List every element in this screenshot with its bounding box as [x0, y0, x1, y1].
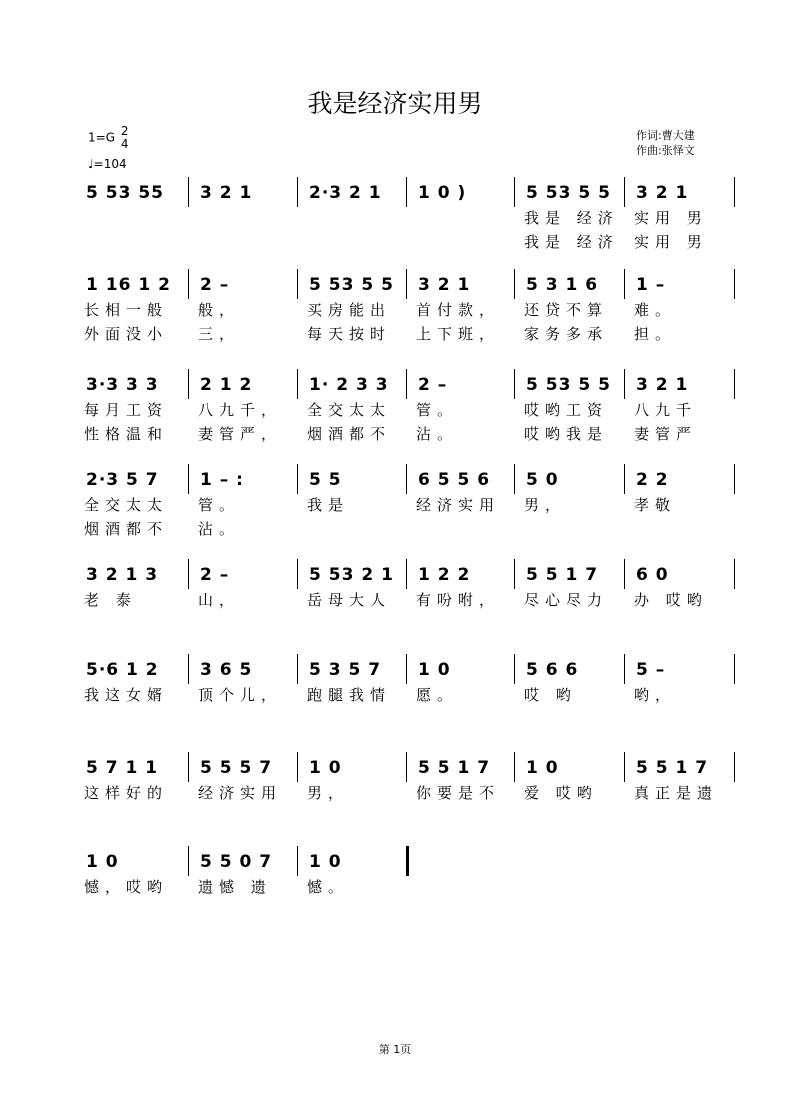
measure: 1 0: [526, 758, 559, 778]
lyric: 沾。: [416, 425, 459, 443]
lyric: 烟酒都不: [84, 520, 169, 538]
lyric: 经济实用: [416, 496, 501, 514]
lyric: 我是 经济: [524, 233, 619, 251]
measure: 6 5 5 6: [418, 470, 491, 490]
lyrics-verse-2: [84, 900, 739, 924]
lyric: 八九千: [634, 401, 698, 419]
bar-line: [406, 559, 407, 589]
lyrics-verse-1: [84, 876, 739, 900]
bar-line: [188, 369, 189, 399]
lyric: 难。: [634, 301, 677, 319]
bar-line: [734, 464, 735, 494]
measure: 2 –: [418, 375, 448, 395]
measure: 5 5 5 7: [200, 758, 273, 778]
lyric: 真正是遗: [634, 784, 719, 802]
page-number: 第 1页: [378, 1043, 412, 1056]
measure: 3 2 1 3: [86, 565, 159, 585]
tempo-value: =104: [93, 157, 127, 171]
notes-line: [84, 470, 739, 494]
lyric: 全交太太: [307, 401, 392, 419]
bar-line: [514, 464, 515, 494]
lyrics-verse-2: [84, 323, 739, 347]
lyric: 外面没小: [84, 325, 169, 343]
measure: 3·3 3 3: [86, 375, 159, 395]
bar-line: [514, 177, 515, 207]
bar-line: [734, 654, 735, 684]
lyrics-verse-1: [84, 399, 739, 423]
bar-line: [624, 269, 625, 299]
measure: 5 0: [526, 470, 559, 490]
composer: 作曲:张怿文: [636, 144, 695, 157]
notes-line: [84, 852, 739, 876]
lyric: 担。: [634, 325, 677, 343]
lyric: 哎哟工资: [524, 401, 609, 419]
measure: 5 5 1 7: [636, 758, 709, 778]
measure: 1 0: [309, 758, 342, 778]
measure: 1 0 ): [418, 183, 467, 203]
lyric: 三，: [198, 325, 241, 343]
score-row: [84, 565, 739, 637]
measure: 2 2: [636, 470, 669, 490]
lyric: 妻管严，: [198, 425, 283, 443]
quarter-note-icon: ♩: [88, 157, 94, 171]
measure: 3 2 1: [200, 183, 253, 203]
key-label: 1=G: [88, 130, 115, 145]
lyric: 经济实用: [198, 784, 283, 802]
lyric: 老 泰: [84, 591, 137, 609]
score-row: [84, 470, 739, 542]
bar-line: [188, 177, 189, 207]
lyrics-verse-1: [84, 494, 739, 518]
measure: 2 1 2: [200, 375, 253, 395]
lyric: 办 哎哟: [634, 591, 708, 609]
lyric: 上下班，: [416, 325, 501, 343]
score-row: [84, 758, 739, 830]
lyricist: 作词:曹大建: [636, 129, 695, 142]
bar-line: [188, 846, 189, 876]
score-row: [84, 275, 739, 347]
bar-line: [188, 269, 189, 299]
measure: 1 2 2: [418, 565, 471, 585]
notes-line: [84, 758, 739, 782]
time-denominator: 4: [120, 137, 129, 151]
notes-line: [84, 660, 739, 684]
lyric: 有吩咐，: [416, 591, 501, 609]
measure: 3 2 1: [636, 375, 689, 395]
bar-line: [624, 654, 625, 684]
bar-line: [297, 654, 298, 684]
bar-line: [297, 559, 298, 589]
measure: 3 2 1: [418, 275, 471, 295]
lyric: 我是 经济: [524, 209, 619, 227]
bar-line: [406, 752, 407, 782]
bar-line: [297, 177, 298, 207]
lyric: 这样好的: [84, 784, 169, 802]
lyrics-verse-1: [84, 207, 739, 231]
tempo-marking: [88, 157, 127, 171]
bar-line: [188, 464, 189, 494]
lyric: 般，: [198, 301, 241, 319]
measure: 5 53 55: [86, 183, 164, 203]
measure: 5 5: [309, 470, 342, 490]
lyric: 憾，哎哟: [84, 878, 169, 896]
lyric: 实用 男: [634, 233, 708, 251]
lyric: 我是: [307, 496, 350, 514]
lyrics-verse-1: [84, 299, 739, 323]
lyric: 跑腿我情: [307, 686, 392, 704]
lyric: 岳母大人: [307, 591, 392, 609]
bar-line: [734, 177, 735, 207]
bar-line: [514, 654, 515, 684]
bar-line: [297, 369, 298, 399]
lyric: 哎 哟: [524, 686, 577, 704]
measure: 5 5 1 7: [418, 758, 491, 778]
measure: 5·6 1 2: [86, 660, 159, 680]
bar-line: [406, 654, 407, 684]
bar-line: [624, 464, 625, 494]
measure: 1 0: [418, 660, 451, 680]
bar-line: [514, 559, 515, 589]
bar-line: [514, 752, 515, 782]
time-signature: [121, 125, 129, 151]
lyric: 山，: [198, 591, 241, 609]
lyric: 顶个儿，: [198, 686, 283, 704]
lyrics-verse-2: [84, 708, 739, 732]
lyrics-verse-1: [84, 589, 739, 613]
lyric: 尽心尽力: [524, 591, 609, 609]
bar-line: [406, 464, 407, 494]
measure: 2 –: [200, 565, 230, 585]
bar-line: [624, 369, 625, 399]
time-numerator: 2: [120, 124, 129, 138]
lyric: 管。: [416, 401, 459, 419]
bar-line: [734, 369, 735, 399]
bar-line: [406, 846, 409, 876]
measure: 5 –: [636, 660, 666, 680]
lyric: 八九千，: [198, 401, 283, 419]
bar-line: [297, 752, 298, 782]
bar-line: [188, 752, 189, 782]
notes-line: [84, 375, 739, 399]
notes-line: [84, 565, 739, 589]
measure: 3 2 1: [636, 183, 689, 203]
bar-line: [514, 269, 515, 299]
bar-line: [734, 269, 735, 299]
score-row: [84, 375, 739, 447]
lyric: 全交太太: [84, 496, 169, 514]
lyric: 烟酒都不: [307, 425, 392, 443]
measure: 5 5 1 7: [526, 565, 599, 585]
bar-line: [624, 752, 625, 782]
lyric: 憾。: [307, 878, 350, 896]
lyric: 每天按时: [307, 325, 392, 343]
measure: 5 53 5 5: [309, 275, 394, 295]
measure: 5 53 2 1: [309, 565, 394, 585]
bar-line: [406, 369, 407, 399]
bar-line: [734, 559, 735, 589]
lyric: 男，: [524, 496, 567, 514]
measure: 1 –: [636, 275, 666, 295]
lyrics-verse-2: [84, 613, 739, 637]
lyric: 你要是不: [416, 784, 501, 802]
lyric: 哟，: [634, 686, 677, 704]
score-row: [84, 183, 739, 255]
measure: 5 53 5 5: [526, 375, 611, 395]
bar-line: [624, 559, 625, 589]
bar-line: [188, 559, 189, 589]
lyric: 男，: [307, 784, 350, 802]
score-row: [84, 660, 739, 732]
bar-line: [624, 177, 625, 207]
lyrics-verse-2: [84, 518, 739, 542]
lyric: 家务多承: [524, 325, 609, 343]
bar-line: [514, 369, 515, 399]
measure: 6 0: [636, 565, 669, 585]
measure: 5 53 5 5: [526, 183, 611, 203]
lyric: 长相一般: [84, 301, 169, 319]
bar-line: [297, 464, 298, 494]
measure: 1 0: [309, 852, 342, 872]
measure: 5 7 1 1: [86, 758, 159, 778]
lyrics-verse-2: [84, 806, 739, 830]
credits: [636, 128, 695, 158]
measure: 1· 2 3 3: [309, 375, 389, 395]
lyric: 沾。: [198, 520, 241, 538]
lyric: 遗憾 遗: [198, 878, 272, 896]
measure: 2 –: [200, 275, 230, 295]
lyrics-verse-1: [84, 782, 739, 806]
lyric: 每月工资: [84, 401, 169, 419]
measure: 3 6 5: [200, 660, 253, 680]
bar-line: [297, 846, 298, 876]
notes-line: [84, 275, 739, 299]
lyric: 妻管严: [634, 425, 698, 443]
lyric: 愿。: [416, 686, 459, 704]
measure: 1 0: [86, 852, 119, 872]
bar-line: [406, 177, 407, 207]
measure: 5 5 0 7: [200, 852, 273, 872]
notes-line: [84, 183, 739, 207]
bar-line: [734, 752, 735, 782]
lyric: 实用 男: [634, 209, 708, 227]
lyric: 我这女婿: [84, 686, 169, 704]
lyrics-verse-2: [84, 423, 739, 447]
lyrics-verse-2: [84, 231, 739, 255]
lyric: 买房能出: [307, 301, 392, 319]
lyric: 还贷不算: [524, 301, 609, 319]
bar-line: [188, 654, 189, 684]
bar-line: [406, 269, 407, 299]
lyrics-verse-1: [84, 684, 739, 708]
song-title: 我是经济实用男: [307, 89, 483, 118]
key-signature: [88, 125, 128, 151]
measure: 5 3 5 7: [309, 660, 382, 680]
lyric: 管。: [198, 496, 241, 514]
measure: 2·3 5 7: [86, 470, 159, 490]
measure: 1 16 1 2: [86, 275, 171, 295]
lyric: 首付款，: [416, 301, 501, 319]
score-row: [84, 852, 739, 924]
lyric: 哎哟我是: [524, 425, 609, 443]
bar-line: [297, 269, 298, 299]
measure: 5 3 1 6: [526, 275, 599, 295]
lyric: 爱 哎哟: [524, 784, 598, 802]
lyric: 孝敬: [634, 496, 677, 514]
measure: 5 6 6: [526, 660, 579, 680]
lyric: 性格温和: [84, 425, 169, 443]
measure: 2·3 2 1: [309, 183, 382, 203]
measure: 1 – :: [200, 470, 244, 490]
